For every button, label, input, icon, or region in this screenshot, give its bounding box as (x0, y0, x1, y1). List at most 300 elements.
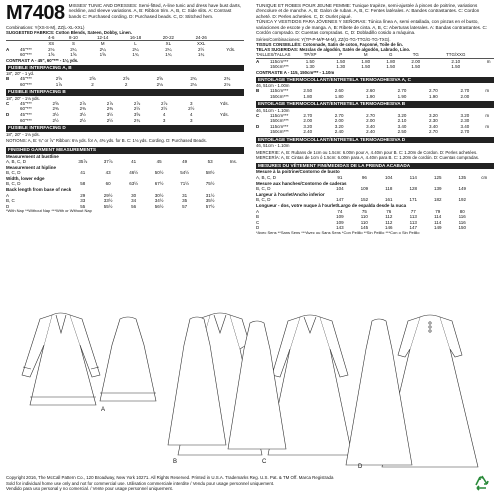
table-cell: 112 (385, 219, 393, 225)
size-letter: L (134, 41, 137, 47)
table-cell: 2½ (188, 106, 195, 112)
size-col: TTG/XXG (428, 52, 483, 58)
table-cell: 1⅝ (99, 52, 106, 58)
fabric-width: 150cm*** (270, 129, 289, 135)
mercerie-fr: MERCERIE: A, B: Rubans de 1cm ou 1.5cm: 6.00m pour A, 4.40m pour B. C: 1.20m de Cordon. D: Perles achetées. (256, 149, 478, 155)
measurement-label: B, C (6, 198, 15, 204)
table-cell: 1.30 (336, 64, 346, 70)
copyright-footer (6, 475, 494, 492)
table-cell: 110 (360, 219, 368, 225)
size-letter: XL (165, 41, 172, 47)
metrage-table (256, 52, 494, 70)
table-cell: 3.40 (429, 123, 438, 129)
table-cell: 1¾ (165, 52, 172, 58)
table-cell: 182 (433, 197, 442, 203)
table-cell: 2.70 (429, 129, 438, 135)
table-cell: 77 (410, 208, 416, 214)
size-col: 12-14 (86, 35, 119, 41)
table-cell: 2⅛ (156, 81, 163, 87)
mesures-table (256, 169, 494, 231)
table-row (256, 94, 494, 100)
fusible-d-title: FUSIBLE INTERFACING D (6, 125, 244, 131)
table-cell: 2⅛ (190, 81, 197, 87)
table-cell: 2.60 (334, 88, 344, 94)
usage-line-es: Vendido para uso personal y no comercial. / Vente pour usage personnel uniquement. (6, 486, 173, 492)
table-cell: 30½ (154, 192, 164, 198)
view-label: B (256, 88, 260, 94)
table-cell: 1.90 (429, 93, 438, 99)
table-cell: 55 (80, 203, 86, 209)
table-cell: 35 (182, 198, 188, 204)
measurement-label: Measurement at bustline (6, 153, 59, 159)
table-cell: 2½ (79, 117, 86, 123)
table-cell: Yds. (219, 100, 229, 106)
table-cell: 2.40 (334, 129, 344, 135)
table-cell: 2.30 (429, 118, 438, 124)
table-cell: 1.50 (361, 64, 371, 70)
table-cell: 56½ (154, 203, 164, 209)
table-cell: m (485, 123, 490, 129)
table-cell: 33½ (103, 198, 113, 204)
size-letter: M (100, 41, 105, 47)
measurement-label: Measurement at hipline (6, 164, 57, 170)
table-cell: 54½ (180, 170, 190, 176)
measurement-label: Longueur - dos, votre nuque à l'ourlet/Largo de espalda desde la nuca (256, 202, 407, 208)
finished-title: FINISHED GARMENT MEASUREMENTS (6, 147, 244, 153)
table-cell: 104 (385, 174, 393, 180)
table-cell: 139 (433, 186, 442, 192)
measurement-label: B (256, 214, 260, 220)
fabric-width: 45"*** (20, 46, 32, 52)
table-cell: 57½ (205, 203, 215, 209)
telas-es: TELAS SUGERIDAS: Mezclas de algodón, Satén de algodón, Labrado, Lino. (256, 46, 411, 52)
table-cell: 2¾ (190, 76, 197, 82)
description-es: TÚNICA Y VESTIDOS PARA JÓVENES Y SEÑORAS: Túnica línea A, semi entallada, con pinzas en el busto, variaciones de escote y de manga. A, B: Ribete de cinta. A, B, C: Aberturas laterales. A: Bandas contrastantes. C: Cordón comprado. D: Cuentas compradas. C, D: Dobladillo cosido a máquina. (256, 19, 488, 36)
view-label (6, 82, 20, 88)
description-fr: TUNIQUE ET ROBES POUR JEUNE FEMME: Tunique trapèze, semi-ajustée à pinces de poitrine, variations d'encolure et de manche. A, B: Galon de ruban. A, B, C: Fentes latérales. A: Bandes contrastantes. C: Cordon acheté. D: Perles achetées. C, D: Ourlet piqué. (256, 3, 480, 19)
table-cell: 128 (409, 186, 418, 192)
table-cell: 150 (458, 225, 466, 231)
size-letter: XS (48, 41, 55, 47)
table-cell: 34 (131, 198, 137, 204)
table-cell: 2⅜ (79, 106, 86, 112)
view-label (256, 129, 270, 135)
table-cell: 112 (385, 214, 393, 220)
entoilage-ab-title: ENTOILAGE THERMOCOLLANT/ENTRETELA TERMOADHESIVA A, C (256, 77, 494, 83)
fabrics-en: SUGGESTED FABRICS: Cotton Blends, Sateen, Dobby, Linen. (6, 29, 132, 35)
table-cell: 3½ (106, 112, 113, 118)
yardage-b-table (6, 76, 244, 87)
table-cell (481, 129, 494, 135)
view-a-front-illustration (22, 313, 100, 405)
description-en: MISSES' TUNIC AND DRESSES: Semi-fitted, A-line tunic and dress have bust darts, neckline, and sleeve variations. A, B: Ribbon trim. A, B, C: Side slits. A: Contrast bands C: Purchased cording. D: Purchased beads. C, D: Stitched hem. (68, 3, 242, 19)
view-label: B (6, 76, 10, 82)
table-cell: 75½ (205, 181, 215, 187)
table-cell: 2.40 (303, 129, 313, 135)
table-cell: 2.70 (397, 88, 407, 94)
view-d-label: D (358, 464, 363, 470)
size-col: G (378, 52, 403, 58)
fabric-width: 60"*** (20, 81, 32, 87)
table-cell: 135 (458, 174, 466, 180)
tissus-fr: TISSUS CONSEILLÉS: Cotonnade, Satin de coton, Façonné, Toile de lin. (256, 41, 403, 47)
table-cell: 1.80 (361, 58, 371, 64)
table-cell: 29½ (103, 192, 113, 198)
table-cell: 113 (409, 219, 417, 225)
table-cell: 3.20 (303, 123, 313, 129)
view-label: A (6, 46, 10, 52)
copyright-line: Copyright 2016, The McCall Pattern Co., 120 Broadway, New York 10271. All Rights Reserved. Printed in U.S.A. Trademarks Reg. U.S. Pat. & TM Off. Marca Registrada (6, 475, 334, 480)
table-cell: 58 (80, 181, 86, 187)
table-cell: 149 (458, 186, 466, 192)
fabric-width: 45"*** (20, 76, 32, 82)
table-cell: 2⅞ (79, 100, 86, 106)
table-cell: cm (481, 174, 488, 180)
view-label (256, 94, 270, 100)
size-col: TG (403, 52, 428, 58)
size-letter: S (71, 41, 75, 47)
table-cell: 1.50 (305, 58, 315, 64)
table-cell: 114 (409, 174, 417, 180)
contraste-fr: CONTRASTE A - 115, 150cm*** - 1.10m (256, 69, 335, 75)
table-cell: 2.00 (366, 118, 375, 124)
table-cell: 2½ (161, 106, 168, 112)
table-cell: 1.90 (366, 93, 375, 99)
table-cell: 109 (360, 186, 369, 192)
table-cell: 147 (336, 197, 344, 203)
table-cell: Yds. (219, 112, 229, 118)
table-cell: 146 (385, 225, 393, 231)
tailles-label: TAILLES/TALLAS (256, 51, 291, 57)
table-cell: 50½ (154, 170, 164, 176)
table-cell: 2½ (198, 46, 205, 52)
table-cell: Ins. (229, 159, 238, 165)
fabric-width: 150cm*** (270, 93, 289, 99)
table-cell: 113 (409, 214, 417, 220)
table-cell: 3.20 (334, 123, 344, 129)
size-col: TP/XP (292, 52, 328, 58)
view-c-label: C (262, 459, 267, 465)
fabric-width: 115cm*** (270, 58, 289, 64)
fabric-width: 150cm*** (270, 64, 289, 70)
table-cell: 1.80 (303, 93, 313, 99)
size-col: M (353, 52, 378, 58)
table-cell: 1.30 (305, 64, 315, 70)
table-cell: 1.90 (397, 93, 407, 99)
table-cell: 145 (360, 225, 369, 231)
table-cell: 41 (80, 170, 86, 176)
table-cell: 31½ (205, 192, 215, 198)
size-col: 24-26 (185, 35, 218, 41)
entoilage-ab-sub: 46, 51cm - 1.00m (256, 83, 290, 89)
table-cell: 67½ (154, 181, 164, 187)
usage-line: Sold for individual home use only and not for commercial use. Utilisation commerciale interdite / Vendu pour usage personnel uniquement. (6, 480, 275, 486)
table-cell: 2⅜ (52, 106, 59, 112)
table-cell: 3.20 (397, 112, 407, 118)
size-col: 20-22 (152, 35, 185, 41)
table-cell: 45 (156, 159, 162, 165)
table-cell: 171 (409, 197, 418, 203)
table-cell: 3 (190, 100, 193, 106)
measurement-label: A (256, 208, 260, 214)
series-fr: Séries/Combinaciones: Y(TP-P-M/P-M-M), ZZ(G-TG-TTG/G-TG-TXG). (256, 36, 391, 42)
table-cell: 3 (190, 117, 193, 123)
table-cell: 35⅞ (78, 159, 88, 165)
table-cell: 2 (124, 81, 128, 87)
table-cell: 2.70 (429, 88, 438, 94)
table-cell: 57 (182, 203, 188, 209)
table-cell: 1⅞ (55, 81, 62, 87)
table-cell: 3½ (52, 112, 59, 118)
table-cell: 3.20 (460, 112, 470, 118)
table-cell: 152 (360, 197, 369, 203)
fabric-width: 115cm*** (270, 88, 289, 94)
measurement-label: Width, lower edge (6, 175, 45, 181)
entoilage-d-sub: 46, 51cm - 1.10m (256, 143, 290, 149)
fabric-width: 45"*** (20, 100, 32, 106)
table-cell: 75 (361, 208, 367, 214)
measurement-label: Back length from base of neck (6, 187, 72, 193)
table-cell: 109 (336, 219, 344, 225)
measurement-label: Mesure à la poitrine/Contorno de busto (256, 169, 340, 175)
table-cell: 2.30 (460, 118, 470, 124)
table-cell: 80 (459, 208, 465, 214)
table-cell: 2¼ (165, 46, 172, 52)
table-cell: 4 (162, 112, 166, 118)
measurement-label: Largeur à l'ourlet/Ancho inferior (256, 191, 325, 197)
table-cell: 2.00 (411, 58, 421, 64)
mesures-title: MESURES DU VÊTEMENT FINI/MEDIDAS DE LA PRENDA ACABADA (256, 163, 494, 169)
table-cell: 2.70 (334, 112, 344, 118)
notions-en: NOTIONS: A, B: ¾" or ⅞" Ribbon: 6⅛ yds. for A, 4⅜ yds. for B. C: 1⅛ yds. Cording. D: Purchased Beads. (6, 138, 207, 144)
table-cell: 2.70 (460, 88, 470, 94)
table-cell: 2⅝ (156, 76, 163, 82)
finished-table-en (6, 154, 244, 210)
table-cell: 125 (433, 174, 442, 180)
view-label: D (6, 112, 10, 118)
table-cell: 63½ (129, 181, 139, 187)
entoilage-b-sub: 46, 51cm - 1.10m (256, 107, 290, 113)
measurement-label: Mesure aux hanches/Contorno de caderas (256, 180, 347, 186)
measurement-label: A (6, 192, 10, 198)
table-cell: 2⅛ (48, 46, 55, 52)
table-cell: 2.10 (397, 118, 407, 124)
table-cell: 3.40 (397, 123, 407, 129)
table-cell: 1.50 (451, 64, 461, 70)
table-cell: 1.80 (386, 58, 396, 64)
view-label: D (256, 123, 260, 129)
table-cell: 2½ (106, 117, 113, 123)
table-cell: 2.40 (366, 129, 375, 135)
table-cell: 53 (207, 159, 213, 165)
table-cell: 1⅝ (48, 52, 55, 58)
table-cell: 2⅞ (133, 100, 141, 106)
measurement-label: B, C, D (256, 186, 271, 192)
entoilage-b-title: ENTOILAGE THERMOCOLLANT/ENTRETELA TERMOADHESIVA B (256, 101, 494, 107)
measurement-label: B, C, D (6, 181, 21, 187)
table-cell: 37⅞ (103, 159, 113, 165)
measurement-label: A, B, C, D (6, 159, 27, 165)
yardage-table-en (6, 35, 244, 58)
view-label: A (256, 58, 260, 64)
table-cell: 91 (337, 174, 343, 180)
fabric-width: 115cm*** (270, 112, 289, 118)
table-cell: 147 (409, 225, 418, 231)
table-cell: 2.00 (334, 118, 344, 124)
table-cell: 79 (435, 208, 441, 214)
table-cell: 1.50 (336, 58, 346, 64)
metrage-cd-table (256, 113, 494, 135)
table-cell: 116 (458, 214, 466, 220)
view-a-back-illustration (100, 317, 156, 401)
table-cell: 2 (91, 81, 94, 87)
table-cell (205, 118, 244, 124)
table-cell: 35½ (205, 198, 215, 204)
fusible-b-title: FUSIBLE INTERFACING B (6, 89, 244, 95)
pattern-number: M7408 (6, 2, 65, 24)
table-cell: 1.50 (386, 64, 396, 70)
table-cell: 76 (386, 208, 392, 214)
table-cell: 71½ (180, 181, 190, 187)
view-label (6, 118, 20, 124)
table-cell: 114 (434, 214, 442, 220)
entoilage-d-title: ENTOILAGE THERMOCOLLANT/ENTRETELA TERMOADHESIVA D (256, 137, 494, 143)
table-cell: 2½ (52, 117, 59, 123)
table-cell: 1¾ (198, 52, 205, 58)
table-cell: 2¼ (70, 46, 77, 52)
table-cell: 2⅛ (223, 81, 231, 87)
fusible-b-sub: 18", 20" - 1⅛ yds. (6, 95, 40, 101)
table-cell: 29 (80, 192, 86, 198)
table-cell: 2⅜ (106, 106, 113, 112)
table-cell: 2⅝ (55, 76, 62, 82)
table-cell: 2.50 (303, 88, 313, 94)
table-cell: 1.50 (411, 64, 421, 70)
table-cell: 2⅝ (89, 76, 96, 82)
fabric-width: 45"*** (20, 112, 32, 118)
table-cell: 143 (336, 225, 344, 231)
table-cell: 43 (105, 170, 111, 176)
measurement-label: D (256, 225, 260, 231)
contrast-en: CONTRAST A - 45", 60"*** - 1⅛ yds. (6, 57, 79, 63)
table-cell: 110 (360, 214, 368, 220)
table-cell: 2½ (133, 106, 141, 112)
table-cell: 49 (182, 159, 188, 165)
table-cell: 56 (131, 203, 137, 209)
merceria-es: MERCERÍA: A, B: Cintas de 1cm ó 1.5cm: 6.00m para A, 4.40m para B. C: 1.20m de cordón. D: Cuentas compradas. (256, 154, 480, 160)
table-cell: 2⅝ (52, 100, 59, 106)
table-cell: 33 (80, 198, 86, 204)
table-row (6, 118, 244, 124)
yardage-cd-table (6, 101, 244, 123)
view-a-label: A (101, 407, 106, 413)
table-cell: 2.60 (366, 88, 375, 94)
view-b-label: B (173, 459, 178, 465)
fabric-width: 60"*** (20, 106, 32, 112)
table-cell: 104 (336, 186, 344, 192)
table-cell: 58½ (205, 170, 215, 176)
french-spanish-column (256, 3, 494, 235)
size-letter: XXL (197, 41, 206, 47)
table-cell: 2.70 (460, 129, 470, 135)
table-cell: 114 (434, 219, 442, 225)
table-cell: 2⅞ (161, 100, 168, 106)
table-cell: 55½ (103, 203, 113, 209)
table-cell: 3 (162, 117, 166, 123)
table-cell: 2¾ (133, 117, 141, 123)
fabric-width: 60"*** (20, 52, 32, 58)
size-col: P (328, 52, 353, 58)
table-cell: 1¾ (132, 52, 139, 58)
garment-illustrations (0, 305, 500, 470)
table-cell: 30 (131, 192, 137, 198)
table-cell: 118 (385, 186, 393, 192)
table-cell: 96 (361, 174, 367, 180)
table-cell: 1⅝ (70, 52, 77, 58)
table-cell: 2.70 (303, 112, 313, 118)
table-cell: 46½ (129, 170, 139, 176)
table-cell: m (485, 112, 490, 118)
table-cell: m (485, 88, 490, 94)
table-cell: 2⅞ (106, 100, 113, 106)
table-cell: 3.40 (366, 123, 375, 129)
fusible-ab-title: FUSIBLE INTERFACING A, B (6, 65, 244, 71)
fusible-ab-sub: 18", 20" - 1 yd. (6, 71, 35, 77)
measurement-label: B, C, D (256, 197, 271, 203)
table-cell: 2.10 (451, 58, 461, 64)
table-cell: 3.20 (429, 112, 438, 118)
table-cell: 2¾ (223, 76, 231, 82)
table-cell: 34½ (154, 198, 164, 204)
size-col: 4-6 (42, 35, 61, 41)
nap-note-en: *With Nap **Without Nap ***With or Without Nap (6, 208, 92, 214)
table-cell: 192 (458, 197, 466, 203)
table-cell: 60 (105, 181, 111, 187)
table-cell (481, 94, 494, 100)
table-cell: 3⅝ (133, 112, 141, 118)
table-cell: 2.70 (366, 112, 375, 118)
size-col: 16-18 (119, 35, 152, 41)
table-cell: 109 (336, 214, 344, 220)
table-cell: 149 (433, 225, 442, 231)
table-cell: m (486, 58, 491, 64)
table-cell: 2¼ (132, 46, 139, 52)
metrage-b-table (256, 88, 494, 99)
table-cell: 1.80 (334, 93, 344, 99)
table-cell: 2⅝ (123, 76, 130, 82)
combinations-en: Combinations: Y(XS-S-M), ZZ(L-XL-XXL) (6, 24, 85, 30)
view-label: C (256, 112, 260, 118)
recycle-icon (472, 473, 492, 493)
table-cell: 2.00 (460, 93, 470, 99)
measurement-label: B, C, D (6, 170, 21, 176)
fabric-width: 115cm*** (270, 123, 289, 129)
table-cell: 3.40 (460, 123, 470, 129)
table-cell: 4 (190, 112, 193, 118)
table-cell: 3½ (79, 112, 86, 118)
table-cell: 116 (458, 219, 466, 225)
fabric-width: 60"*** (20, 117, 32, 123)
measurement-label: C (256, 219, 260, 225)
table-cell: 161 (385, 197, 393, 203)
size-col: 8-10 (61, 35, 87, 41)
nap-note-fr: *Avec Sens **Sans Sens ***Avec ou Sans Sens *Con Pelillo **Sin Pelillo ***Con o Sin Pelillo (256, 229, 420, 235)
table-cell: 2¼ (99, 46, 106, 52)
table-cell: 41 (131, 159, 137, 165)
fabric-width: 150cm*** (270, 118, 289, 124)
view-label: C (6, 100, 10, 106)
table-row (6, 82, 244, 88)
